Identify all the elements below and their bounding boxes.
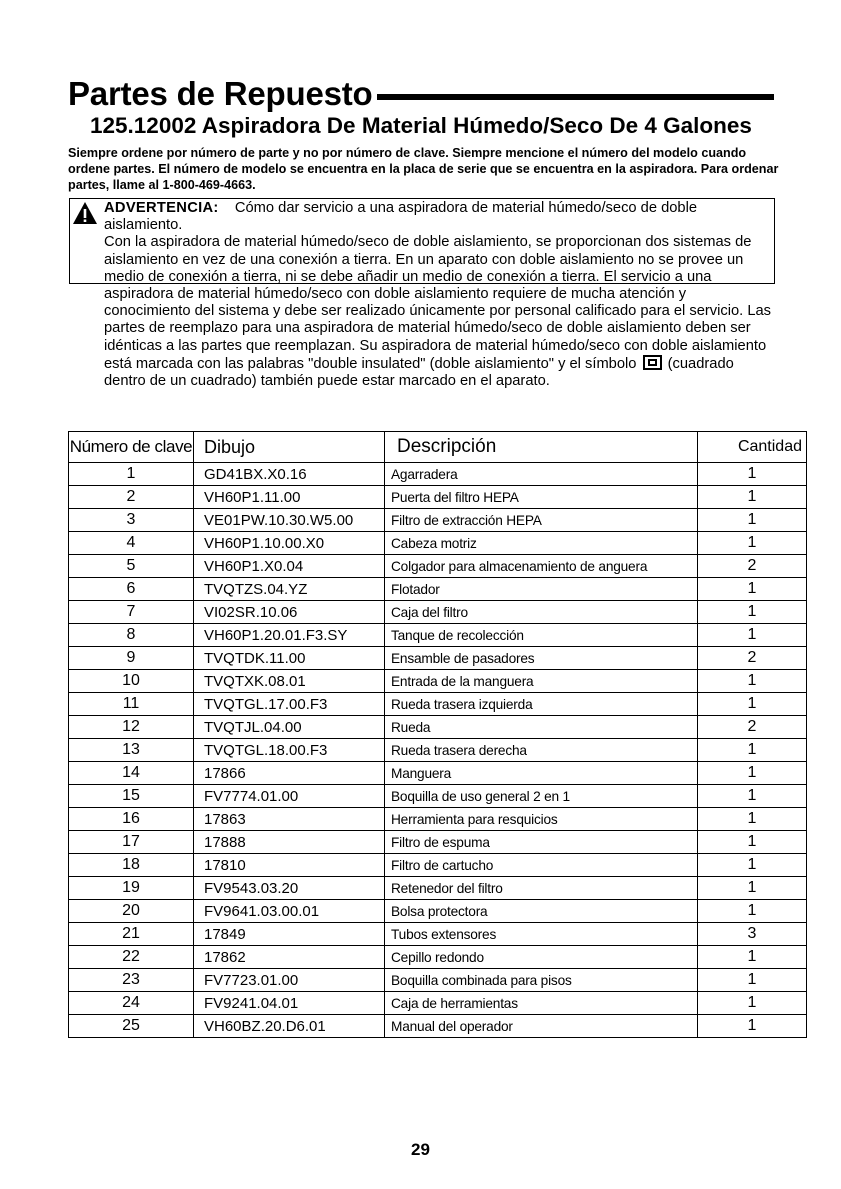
cell-key-number: 6 — [69, 578, 194, 601]
cell-drawing: TVQTGL.17.00.F3 — [194, 693, 385, 716]
cell-key-number: 4 — [69, 532, 194, 555]
cell-description: Caja del filtro — [385, 601, 698, 624]
cell-quantity: 1 — [698, 624, 807, 647]
cell-drawing: 17863 — [194, 808, 385, 831]
cell-drawing: GD41BX.X0.16 — [194, 463, 385, 486]
cell-key-number: 17 — [69, 831, 194, 854]
table-row — [69, 854, 807, 877]
cell-quantity: 1 — [698, 831, 807, 854]
cell-key-number: 13 — [69, 739, 194, 762]
table-row — [69, 785, 807, 808]
table-row — [69, 716, 807, 739]
table-row — [69, 946, 807, 969]
table-row — [69, 808, 807, 831]
cell-drawing: VE01PW.10.30.W5.00 — [194, 509, 385, 532]
table-row — [69, 578, 807, 601]
cell-description: Tubos extensores — [385, 923, 698, 946]
cell-description: Tanque de recolección — [385, 624, 698, 647]
warning-heading: Cómo dar servicio a una aspiradora de material húmedo/seco de doble aislamiento. — [104, 200, 698, 234]
cell-drawing: 17810 — [194, 854, 385, 877]
cell-key-number: 12 — [69, 716, 194, 739]
cell-drawing: FV9641.03.00.01 — [194, 900, 385, 923]
cell-drawing: VH60P1.11.00 — [194, 486, 385, 509]
table-row — [69, 739, 807, 762]
warning-body: Con la aspiradora de material húmedo/seco de doble aislamiento, se proporcionan dos sistemas de aislamiento en vez de una conexión a tierra. En un aparato con doble aislamiento no se provee un medio de conexión a tierra, ni se debe añadir un medio de conexión a tierra. El servicio a una aspiradora de material húmedo/seco con doble aislamiento requiere de mucha atención y conocimiento del sistema y debe ser realizado únicamente por personal calificado para el servicio. Las partes de reemplazo para una aspiradora de material húmedo/seco de doble aislamiento deben ser idénticas a las partes que reemplazan. Su aspiradora de material húmedo/seco con doble aislamiento está marcada con las palabras "double insulated" (doble aislamiento" y el símbolo — [104, 234, 772, 372]
cell-quantity: 1 — [698, 785, 807, 808]
cell-key-number: 16 — [69, 808, 194, 831]
header-drawing: Dibujo — [194, 432, 385, 463]
cell-quantity: 1 — [698, 693, 807, 716]
cell-drawing: FV7774.01.00 — [194, 785, 385, 808]
header-key-number: Número de clave — [69, 432, 194, 463]
table-row — [69, 900, 807, 923]
cell-quantity: 1 — [698, 854, 807, 877]
cell-key-number: 3 — [69, 509, 194, 532]
cell-quantity: 2 — [698, 647, 807, 670]
order-note: Siempre ordene por número de parte y no por número de clave. Siempre mencione el número del modelo cuando ordene partes. El número de modelo se encuentra en la placa de serie que se encuentra en la aspiradora. Para ordenar partes, llame al 1-800-469-4663. — [68, 146, 779, 192]
table-row — [69, 555, 807, 578]
cell-quantity: 3 — [698, 923, 807, 946]
cell-key-number: 5 — [69, 555, 194, 578]
cell-quantity: 1 — [698, 601, 807, 624]
cell-drawing: TVQTXK.08.01 — [194, 670, 385, 693]
cell-drawing: VI02SR.10.06 — [194, 601, 385, 624]
cell-drawing: VH60P1.10.00.X0 — [194, 532, 385, 555]
cell-key-number: 1 — [69, 463, 194, 486]
cell-drawing: VH60P1.20.01.F3.SY — [194, 624, 385, 647]
cell-description: Herramienta para resquicios — [385, 808, 698, 831]
cell-drawing: FV9241.04.01 — [194, 992, 385, 1015]
cell-key-number: 7 — [69, 601, 194, 624]
cell-description: Manual del operador — [385, 1015, 698, 1038]
cell-description: Entrada de la manguera — [385, 670, 698, 693]
cell-quantity: 1 — [698, 1015, 807, 1038]
cell-key-number: 8 — [69, 624, 194, 647]
cell-key-number: 14 — [69, 762, 194, 785]
warning-text — [104, 200, 774, 390]
model-title: 125.12002 Aspiradora De Material Húmedo/Seco De 4 Galones — [90, 113, 752, 138]
cell-key-number: 20 — [69, 900, 194, 923]
cell-description: Puerta del filtro HEPA — [385, 486, 698, 509]
table-row — [69, 877, 807, 900]
header-quantity: Cantidad — [698, 432, 807, 463]
cell-description: Ensamble de pasadores — [385, 647, 698, 670]
cell-description: Bolsa protectora — [385, 900, 698, 923]
table-row — [69, 463, 807, 486]
cell-key-number: 23 — [69, 969, 194, 992]
cell-quantity: 1 — [698, 739, 807, 762]
cell-quantity: 1 — [698, 877, 807, 900]
cell-key-number: 2 — [69, 486, 194, 509]
table-row — [69, 601, 807, 624]
table-row — [69, 969, 807, 992]
table-row — [69, 693, 807, 716]
table-row — [69, 670, 807, 693]
table-row — [69, 992, 807, 1015]
table-row — [69, 831, 807, 854]
warning-triangle-icon — [72, 201, 98, 225]
cell-drawing: TVQTGL.18.00.F3 — [194, 739, 385, 762]
warning-label: ADVERTENCIA: — [104, 200, 219, 216]
cell-key-number: 15 — [69, 785, 194, 808]
cell-description: Filtro de cartucho — [385, 854, 698, 877]
cell-quantity: 1 — [698, 532, 807, 555]
cell-drawing: 17888 — [194, 831, 385, 854]
table-row — [69, 762, 807, 785]
cell-description: Rueda — [385, 716, 698, 739]
table-row — [69, 532, 807, 555]
section-header — [68, 72, 774, 116]
cell-description: Cepillo redondo — [385, 946, 698, 969]
cell-description: Cabeza motriz — [385, 532, 698, 555]
table-row — [69, 1015, 807, 1038]
cell-key-number: 25 — [69, 1015, 194, 1038]
cell-description: Filtro de espuma — [385, 831, 698, 854]
cell-key-number: 10 — [69, 670, 194, 693]
cell-drawing: TVQTZS.04.YZ — [194, 578, 385, 601]
cell-key-number: 19 — [69, 877, 194, 900]
double-insulated-symbol-icon — [643, 355, 662, 370]
cell-quantity: 1 — [698, 969, 807, 992]
warning-body-end: (cuadrado dentro de un cuadrado) también puede estar marcado en el aparato. — [104, 355, 734, 390]
table-row — [69, 486, 807, 509]
cell-description: Boquilla de uso general 2 en 1 — [385, 785, 698, 808]
cell-drawing: 17862 — [194, 946, 385, 969]
cell-description: Agarradera — [385, 463, 698, 486]
cell-description: Colgador para almacenamiento de anguera — [385, 555, 698, 578]
cell-key-number: 24 — [69, 992, 194, 1015]
cell-description: Caja de herramientas — [385, 992, 698, 1015]
cell-quantity: 1 — [698, 946, 807, 969]
cell-description: Rueda trasera derecha — [385, 739, 698, 762]
cell-quantity: 1 — [698, 992, 807, 1015]
cell-quantity: 1 — [698, 808, 807, 831]
cell-drawing: 17866 — [194, 762, 385, 785]
cell-drawing: TVQTDK.11.00 — [194, 647, 385, 670]
header-description: Descripción — [385, 432, 698, 463]
table-row — [69, 923, 807, 946]
cell-key-number: 22 — [69, 946, 194, 969]
cell-quantity: 2 — [698, 555, 807, 578]
cell-quantity: 2 — [698, 716, 807, 739]
table-row — [69, 509, 807, 532]
cell-quantity: 1 — [698, 509, 807, 532]
cell-description: Rueda trasera izquierda — [385, 693, 698, 716]
parts-table-body — [69, 463, 807, 1038]
parts-table — [68, 431, 807, 1038]
cell-drawing: 17849 — [194, 923, 385, 946]
cell-drawing: TVQTJL.04.00 — [194, 716, 385, 739]
cell-key-number: 9 — [69, 647, 194, 670]
table-row — [69, 624, 807, 647]
page-number: 29 — [411, 1140, 430, 1159]
cell-description: Flotador — [385, 578, 698, 601]
cell-quantity: 1 — [698, 486, 807, 509]
cell-description: Filtro de extracción HEPA — [385, 509, 698, 532]
cell-drawing: VH60BZ.20.D6.01 — [194, 1015, 385, 1038]
cell-quantity: 1 — [698, 670, 807, 693]
cell-drawing: VH60P1.X0.04 — [194, 555, 385, 578]
parts-table-header — [69, 432, 807, 463]
cell-description: Manguera — [385, 762, 698, 785]
cell-key-number: 18 — [69, 854, 194, 877]
cell-quantity: 1 — [698, 463, 807, 486]
cell-quantity: 1 — [698, 900, 807, 923]
cell-quantity: 1 — [698, 578, 807, 601]
section-title: Partes de Repuesto — [68, 75, 373, 112]
header-rule — [377, 94, 774, 100]
cell-key-number: 11 — [69, 693, 194, 716]
table-row — [69, 647, 807, 670]
cell-drawing: FV7723.01.00 — [194, 969, 385, 992]
cell-description: Retenedor del filtro — [385, 877, 698, 900]
cell-quantity: 1 — [698, 762, 807, 785]
cell-drawing: FV9543.03.20 — [194, 877, 385, 900]
cell-key-number: 21 — [69, 923, 194, 946]
cell-description: Boquilla combinada para pisos — [385, 969, 698, 992]
